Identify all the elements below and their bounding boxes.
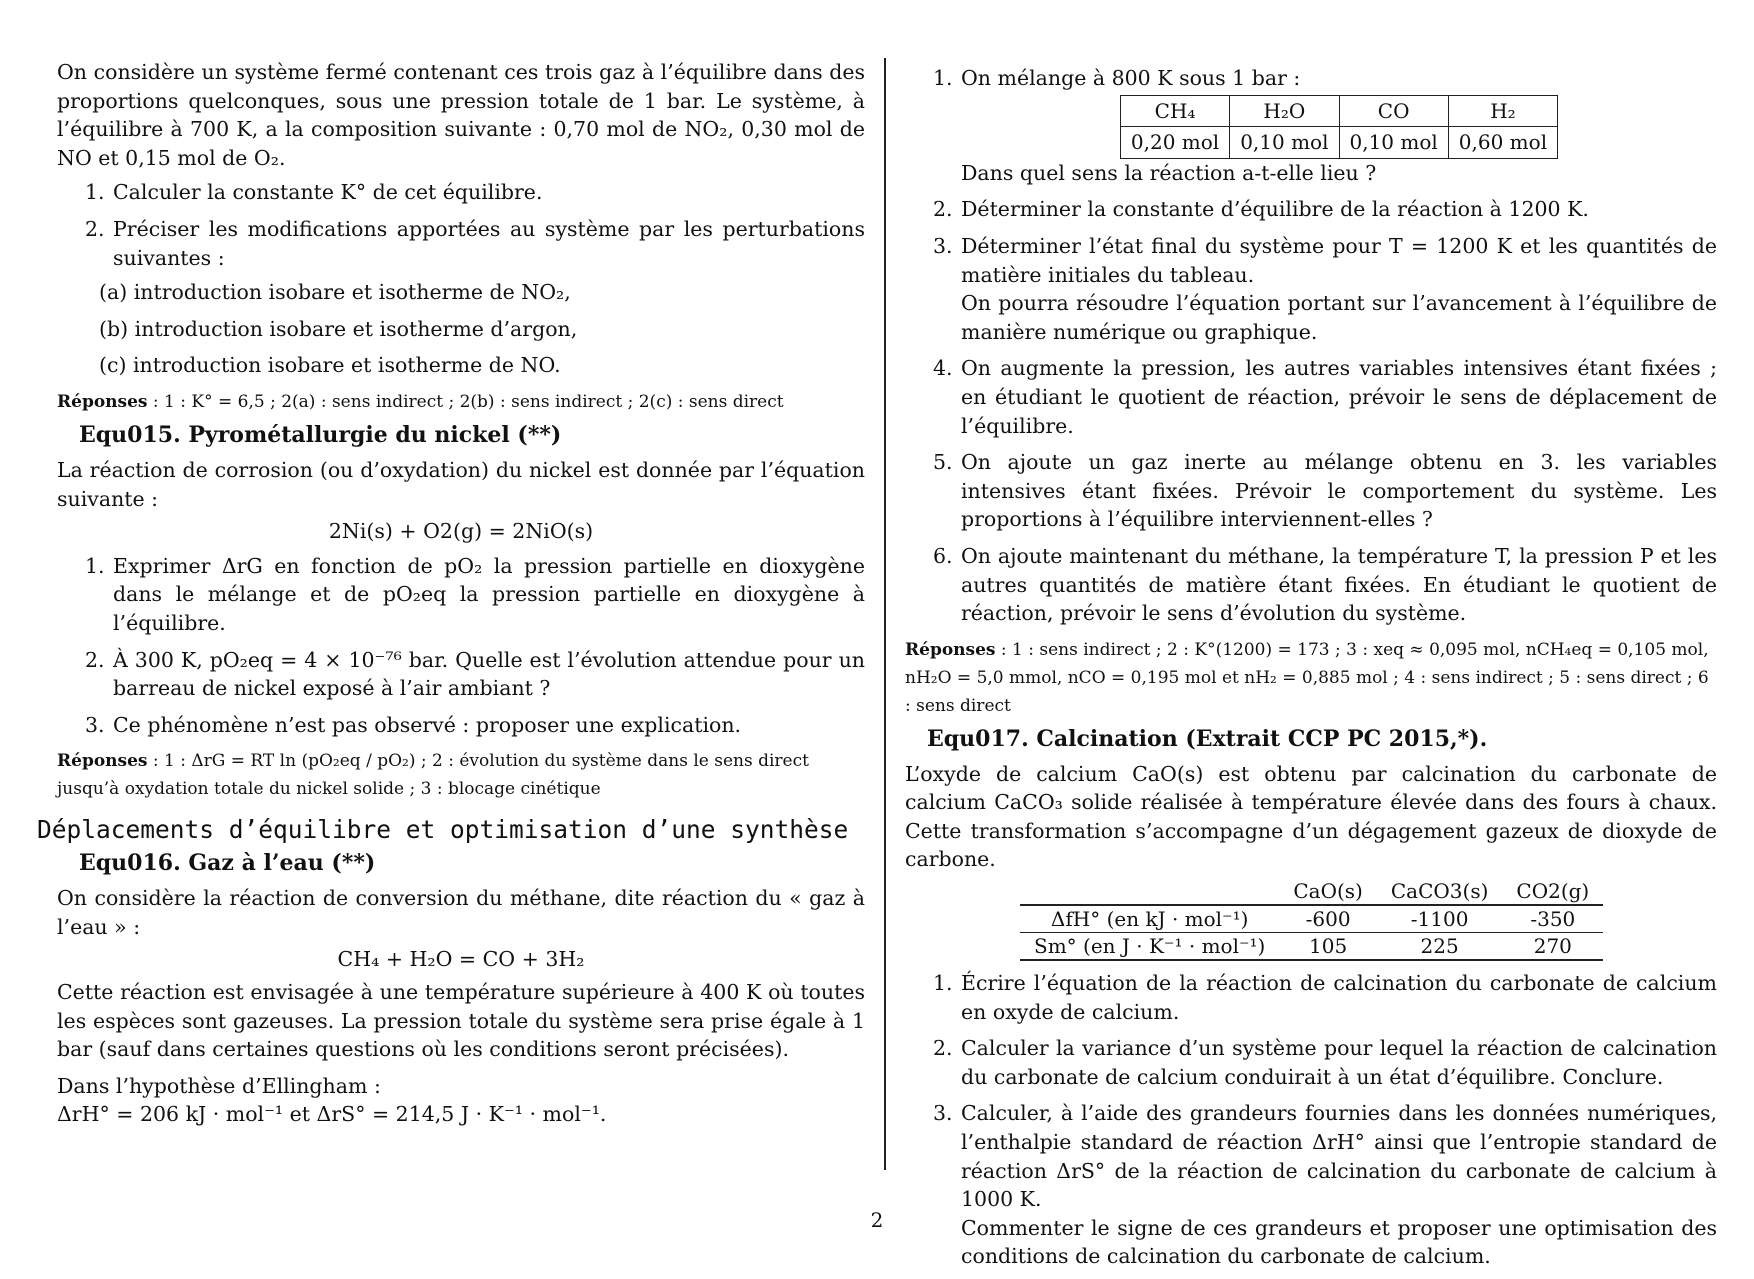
table-cell: -600 <box>1279 905 1377 933</box>
table-header-cell: CO <box>1339 95 1448 127</box>
list-item: 1. Écrire l’équation de la réaction de calcination du carbonate de calcium en oxyde de calcium. <box>933 971 1717 1024</box>
answers-line: Réponses : 1 : sens indirect ; 2 : K°(1200) = 173 ; 3 : xeq ≈ 0,095 mol, nCH₄eq = 0,105 mol, nH₂O = 5,0 mmol, nCO = 0,195 mol et nH₂ = 0,885 mol ; 4 : sens indirect ; 5 : sens direct ; 6 : sens direct <box>905 639 1709 716</box>
table-cell: 105 <box>1279 933 1377 961</box>
exercise-title: Equ017. Calcination (Extrait CCP PC 2015,*). <box>927 725 1488 752</box>
exercise-intro: On considère la réaction de conversion du méthane, dite réaction du « gaz à l’eau » : <box>57 886 865 939</box>
exercise-intro: L’oxyde de calcium CaO(s) est obtenu par calcination du carbonate de calcium CaCO₃ solide réalisée à température élevée dans des fours à chaux. Cette transformation s’accompagne d’un dégagement gazeux de dioxyde de carbone. <box>905 761 1717 872</box>
table-cell: 0,10 mol <box>1339 127 1448 159</box>
list-item: 1. On mélange à 800 K sous 1 bar : CH₄ H₂O CO H₂ 0,20 mol 0,10 mol 0,10 mol 0,60 mol Dans quel sens la réaction a-t-elle lieu ? <box>905 64 1717 187</box>
table-header-cell: H₂O <box>1230 95 1339 127</box>
list-item: (a) introduction isobare et isotherme de NO₂, <box>99 280 571 305</box>
list-item: 1. Calculer la constante K° de cet équilibre. <box>85 180 543 205</box>
right-column <box>905 58 1717 1279</box>
equation: CH₄ + H₂O = CO + 3H₂ <box>337 947 585 972</box>
list-item: 2. Déterminer la constante d’équilibre de la réaction à 1200 K. <box>933 197 1589 222</box>
thermo-data-table <box>1020 878 1603 961</box>
question-list <box>905 64 1717 628</box>
list-item-continuation: On pourra résoudre l’équation portant sur l’avancement à l’équilibre de manière numérique ou graphique. <box>961 291 1717 344</box>
table-cell: -350 <box>1502 905 1603 933</box>
left-column <box>37 58 865 1129</box>
list-item: 6. On ajoute maintenant du méthane, la température T, la pression P et les autres quantités de matière étant fixées. En étudiant le quotient de réaction, prévoir le sens d’évolution du système. <box>933 543 1717 626</box>
table-cell: 0,20 mol <box>1120 127 1229 159</box>
column-divider <box>884 58 886 1170</box>
table-header-cell <box>1020 878 1279 905</box>
list-item: 2. Calculer la variance d’un système pour lequel la réaction de calcination du carbonate de calcium conduirait à un état d’équilibre. Conclure. <box>933 1036 1717 1089</box>
list-item: 4. On augmente la pression, les autres variables intensives étant fixées ; en étudiant le quotient de réaction, prévoir le sens de déplacement de l’équilibre. <box>933 356 1717 438</box>
table-header-cell: CaO(s) <box>1293 879 1363 904</box>
answers-line: Réponses : 1 : ΔrG = RT ln (pO₂eq / pO₂) ; 2 : évolution du système dans le sens direct jusqu’à oxydation totale du nickel solide ; 3 : blocage cinétique <box>57 751 809 800</box>
table-header-cell: CH₄ <box>1120 95 1229 127</box>
equation: 2Ni(s) + O2(g) = 2NiO(s) <box>328 519 594 544</box>
table-row-label: ΔfH° (en kJ · mol⁻¹) <box>1020 905 1279 933</box>
page-number: 2 <box>870 1208 884 1232</box>
table-cell: 225 <box>1377 933 1503 961</box>
table-header-cell: H₂ <box>1448 95 1557 127</box>
list-item: 1. Exprimer ΔrG en fonction de pO₂ la pression partielle en dioxygène dans le mélange et de pO₂eq la pression partielle en dioxygène à l’équilibre. <box>85 553 865 635</box>
mixture-table <box>1120 95 1558 159</box>
paragraph: Dans l’hypothèse d’Ellingham : <box>57 1073 381 1098</box>
list-item: (c) introduction isobare et isotherme de NO. <box>99 353 561 378</box>
table-header-cell: CO2(g) <box>1516 879 1590 904</box>
list-item-continuation: Dans quel sens la réaction a-t-elle lieu ? <box>961 160 1377 185</box>
list-item: 2. À 300 K, pO₂eq = 4 × 10⁻⁷⁶ bar. Quelle est l’évolution attendue pour un barreau de nickel exposé à l’air ambiant ? <box>85 647 865 701</box>
exercise-title: Equ015. Pyrométallurgie du nickel (**) <box>79 421 562 448</box>
list-item: 3. Ce phénomène n’est pas observé : proposer une explication. <box>85 712 742 737</box>
intro-paragraph: On considère un système fermé contenant ces trois gaz à l’équilibre dans des proportions quelconques, sous une pression totale de 1 bar. Le système, à l’équilibre à 700 K, a la composition suivante : 0,70 mol de NO₂, 0,30 mol de NO et 0,15 mol de O₂. <box>57 60 865 170</box>
answers-line: Réponses : 1 : K° = 6,5 ; 2(a) : sens indirect ; 2(b) : sens indirect ; 2(c) : sens direct <box>57 391 784 412</box>
table-cell: 0,10 mol <box>1230 127 1339 159</box>
table-cell: 0,60 mol <box>1448 127 1557 159</box>
list-item: 3. Déterminer l’état final du système pour T = 1200 K et les quantités de matière initiales du tableau. On pourra résoudre l’équation portant sur l’avancement à l’équilibre de manière numérique ou graphique. <box>905 232 1717 346</box>
list-item: 3. Calculer, à l’aide des grandeurs fournies dans les données numériques, l’enthalpie standard de réaction ΔrH° ainsi que l’entropie standard de réaction ΔrS° de la réaction de calcination du carbonate de calcium à 1000 K. Commenter le signe de ces grandeurs et proposer une optimisation des conditions de calcination du carbonate de calcium. <box>905 1099 1717 1271</box>
sub-list <box>99 278 865 380</box>
list-item-continuation: Commenter le signe de ces grandeurs et proposer une optimisation des conditions de calcination du carbonate de calcium. <box>961 1215 1717 1269</box>
section-title: Déplacements d’équilibre et optimisation d’une synthèse <box>37 815 849 845</box>
table-cell: -1100 <box>1377 905 1503 933</box>
table-cell: 270 <box>1502 933 1603 961</box>
exercise-title: Equ016. Gaz à l’eau (**) <box>79 850 376 877</box>
list-item: (b) introduction isobare et isotherme d’argon, <box>99 316 578 341</box>
table-header-cell: CaCO3(s) <box>1390 879 1489 904</box>
paragraph: ΔrH° = 206 kJ · mol⁻¹ et ΔrS° = 214,5 J · K⁻¹ · mol⁻¹. <box>57 1102 607 1127</box>
list-item: 2. Préciser les modifications apportées au système par les perturbations suivantes : (a) introduction isobare et isotherme de NO₂, (b) introduction isobare et isotherme d’argon, (c) introduction isobare et isotherme de NO. <box>57 215 865 380</box>
question-list <box>57 178 865 380</box>
question-list <box>57 552 865 740</box>
list-item: 5. On ajoute un gaz inerte au mélange obtenu en 3. les variables intensives étant fixées. Prévoir le comportement du système. Les proportions à l’équilibre interviennent-elles ? <box>933 450 1717 532</box>
paragraph: Cette réaction est envisagée à une température supérieure à 400 K où toutes les espèces sont gazeuses. La pression totale du système sera prise égale à 1 bar (sauf dans certaines questions où les conditions seront précisées). <box>57 980 865 1062</box>
table-row-label: Sm° (en J · K⁻¹ · mol⁻¹) <box>1020 933 1279 961</box>
exercise-intro: La réaction de corrosion (ou d’oxydation) du nickel est donnée par l’équation suivante : <box>57 457 865 511</box>
